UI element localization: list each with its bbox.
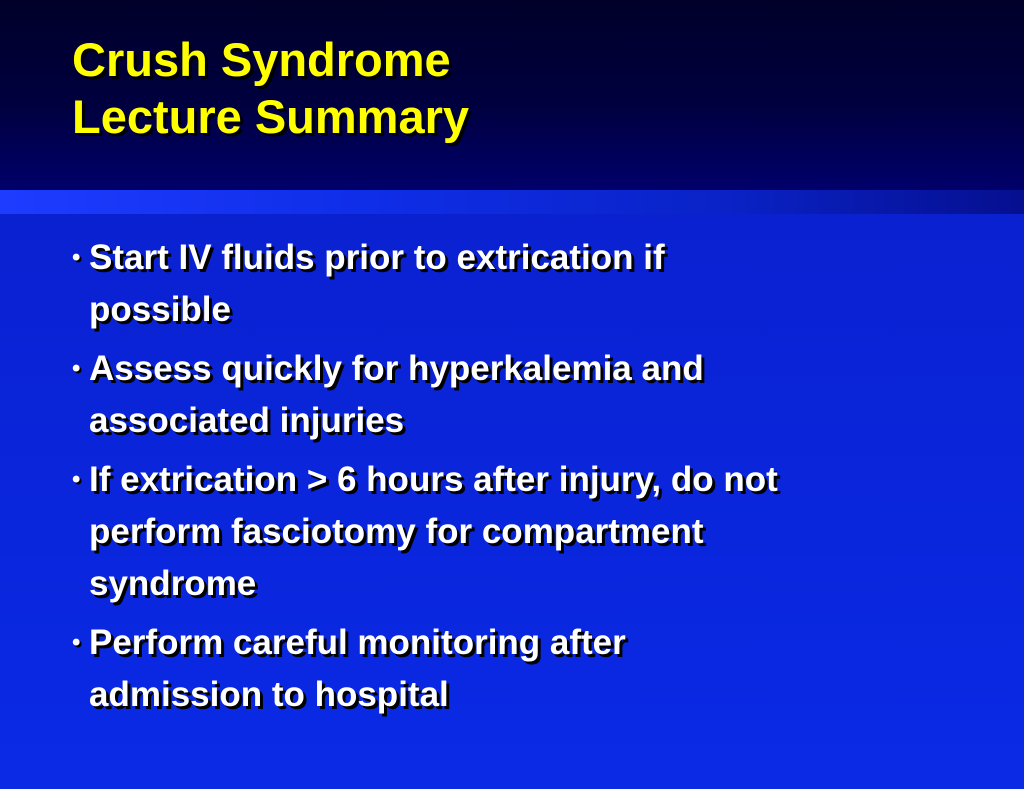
title-line-2: Lecture Summary [72, 90, 470, 143]
bullet-line: perform fasciotomy for compartment [89, 512, 704, 551]
bullet-line: Perform careful monitoring after [89, 623, 626, 662]
bullet-line: possible [89, 290, 231, 329]
bullet-line: admission to hospital [89, 675, 449, 714]
bullet-item-monitoring [72, 617, 952, 721]
title-line-1: Crush Syndrome [72, 33, 451, 86]
bullet-icon: • [72, 244, 81, 271]
bullet-item-iv-fluids [72, 232, 952, 336]
bullet-line: Start IV fluids prior to extrication if [89, 238, 665, 277]
bullet-icon: • [72, 466, 81, 493]
bullet-item-fasciotomy [72, 454, 952, 610]
bullet-icon: • [72, 355, 81, 382]
bullet-line: If extrication > 6 hours after injury, do not [89, 460, 778, 499]
bullet-line: syndrome [89, 564, 257, 603]
slide-title [72, 31, 772, 145]
bullet-list [72, 232, 952, 721]
bullet-line: Assess quickly for hyperkalemia and [89, 349, 704, 388]
bullet-icon: • [72, 629, 81, 656]
bullet-item-assess [72, 343, 952, 447]
bullet-content [72, 232, 952, 728]
bullet-line: associated injuries [89, 401, 405, 440]
accent-band [0, 190, 1024, 214]
